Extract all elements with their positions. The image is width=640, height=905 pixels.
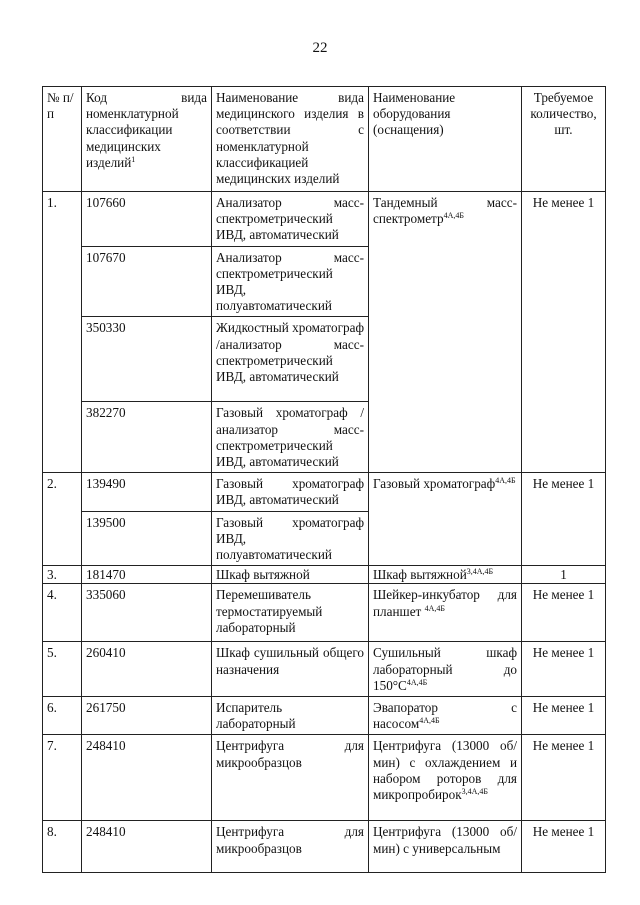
header-num: № п/п bbox=[43, 87, 82, 192]
table-row bbox=[43, 473, 606, 511]
row-device-name: Анализатор масс-спектрометрический ИВД, автоматический bbox=[212, 192, 369, 247]
row-equipment-footnote: 3,4А,4Б bbox=[461, 787, 488, 797]
row-equipment-text: Тандемный масс-спектрометр bbox=[373, 195, 517, 227]
row-equipment bbox=[369, 697, 522, 735]
row-num: 2. bbox=[43, 473, 82, 566]
header-equipment: Наименование оборудования (оснащения) bbox=[369, 87, 522, 192]
row-qty: Не менее 1 bbox=[522, 821, 606, 873]
row-equipment-footnote: 4А,4Б bbox=[419, 716, 440, 726]
row-equipment bbox=[369, 192, 522, 473]
row-equipment bbox=[369, 584, 522, 642]
row-equipment-text: Центрифуга (13000 об/мин) с универсальным bbox=[373, 824, 517, 856]
row-code: 107670 bbox=[82, 246, 212, 317]
row-qty: Не менее 1 bbox=[522, 192, 606, 473]
equipment-table bbox=[42, 86, 606, 873]
row-num: 6. bbox=[43, 697, 82, 735]
page-number: 22 bbox=[312, 40, 328, 56]
header-name: Наименование вида медицинского изделия в соответствии с номенклатурной классификацией медицинских изделий bbox=[212, 87, 369, 192]
row-device-name: Анализатор масс-спектрометрический ИВД, полуавтоматический bbox=[212, 246, 369, 317]
header-code bbox=[82, 87, 212, 192]
table-row bbox=[43, 697, 606, 735]
row-equipment bbox=[369, 821, 522, 873]
row-equipment-text: Шкаф вытяжной bbox=[373, 567, 467, 583]
header-code-text: Код вида номенклатурной классификации медицинских изделий bbox=[86, 90, 207, 170]
table-row bbox=[43, 566, 606, 584]
row-code: 261750 bbox=[82, 697, 212, 735]
row-device-name: Центрифуга для микрообразцов bbox=[212, 821, 369, 873]
row-qty: Не менее 1 bbox=[522, 735, 606, 821]
table-row bbox=[43, 642, 606, 697]
row-num: 5. bbox=[43, 642, 82, 697]
row-code: 335060 bbox=[82, 584, 212, 642]
row-qty: Не менее 1 bbox=[522, 697, 606, 735]
row-code: 248410 bbox=[82, 735, 212, 821]
header-qty: Требуемое количество, шт. bbox=[522, 87, 606, 192]
row-code: 181470 bbox=[82, 566, 212, 584]
row-code: 107660 bbox=[82, 192, 212, 247]
row-num: 4. bbox=[43, 584, 82, 642]
row-code: 350330 bbox=[82, 317, 212, 402]
row-equipment bbox=[369, 473, 522, 566]
row-qty: 1 bbox=[522, 566, 606, 584]
row-qty: Не менее 1 bbox=[522, 473, 606, 566]
table-row bbox=[43, 192, 606, 247]
row-equipment-text: Шейкер-инкубатор для планшет bbox=[373, 587, 517, 619]
row-equipment-text: Газовый хроматограф bbox=[373, 476, 496, 492]
row-qty: Не менее 1 bbox=[522, 642, 606, 697]
row-equipment-text: Центрифуга (13000 об/мин) с охлаждением и набором роторов для микропробирок bbox=[373, 738, 517, 803]
row-equipment bbox=[369, 735, 522, 821]
row-equipment bbox=[369, 642, 522, 697]
table-header-row bbox=[43, 87, 606, 192]
row-num: 1. bbox=[43, 192, 82, 473]
row-equipment-footnote: 4А,4Б bbox=[424, 603, 445, 613]
row-code: 248410 bbox=[82, 821, 212, 873]
table-row bbox=[43, 584, 606, 642]
table-row bbox=[43, 735, 606, 821]
row-device-name: Жидкостный хроматограф /анализатор масс-спектрометрический ИВД, автоматический bbox=[212, 317, 369, 402]
row-code: 382270 bbox=[82, 402, 212, 473]
header-code-footnote: 1 bbox=[131, 154, 136, 164]
row-equipment-footnote: 4А,4Б bbox=[406, 677, 428, 687]
row-code: 139500 bbox=[82, 511, 212, 566]
row-equipment-footnote: 4А,4Б bbox=[495, 476, 516, 486]
row-num: 3. bbox=[43, 566, 82, 584]
row-device-name: Газовый хроматограф ИВД, полуавтоматический bbox=[212, 511, 369, 566]
row-device-name: Шкаф сушильный общего назначения bbox=[212, 642, 369, 697]
row-code: 139490 bbox=[82, 473, 212, 511]
row-equipment-text: Сушильный шкаф лабораторный до 150°С bbox=[373, 645, 517, 693]
row-device-name: Газовый хроматограф /анализатор масс-спектрометрический ИВД, автоматический bbox=[212, 402, 369, 473]
row-equipment-footnote: 4А,4Б bbox=[443, 211, 464, 221]
row-num: 8. bbox=[43, 821, 82, 873]
row-num: 7. bbox=[43, 735, 82, 821]
row-device-name: Испаритель лабораторный bbox=[212, 697, 369, 735]
row-equipment bbox=[369, 566, 522, 584]
row-device-name: Шкаф вытяжной bbox=[212, 566, 369, 584]
row-device-name: Перемешиватель термостатируемый лабораторный bbox=[212, 584, 369, 642]
row-qty: Не менее 1 bbox=[522, 584, 606, 642]
row-equipment-footnote: 3,4А,4Б bbox=[466, 567, 494, 577]
row-device-name: Газовый хроматограф ИВД, автоматический bbox=[212, 473, 369, 511]
row-device-name: Центрифуга для микрообразцов bbox=[212, 735, 369, 821]
row-equipment-text: Эвапоратор с насосом bbox=[373, 700, 517, 732]
table-row bbox=[43, 821, 606, 873]
row-code: 260410 bbox=[82, 642, 212, 697]
